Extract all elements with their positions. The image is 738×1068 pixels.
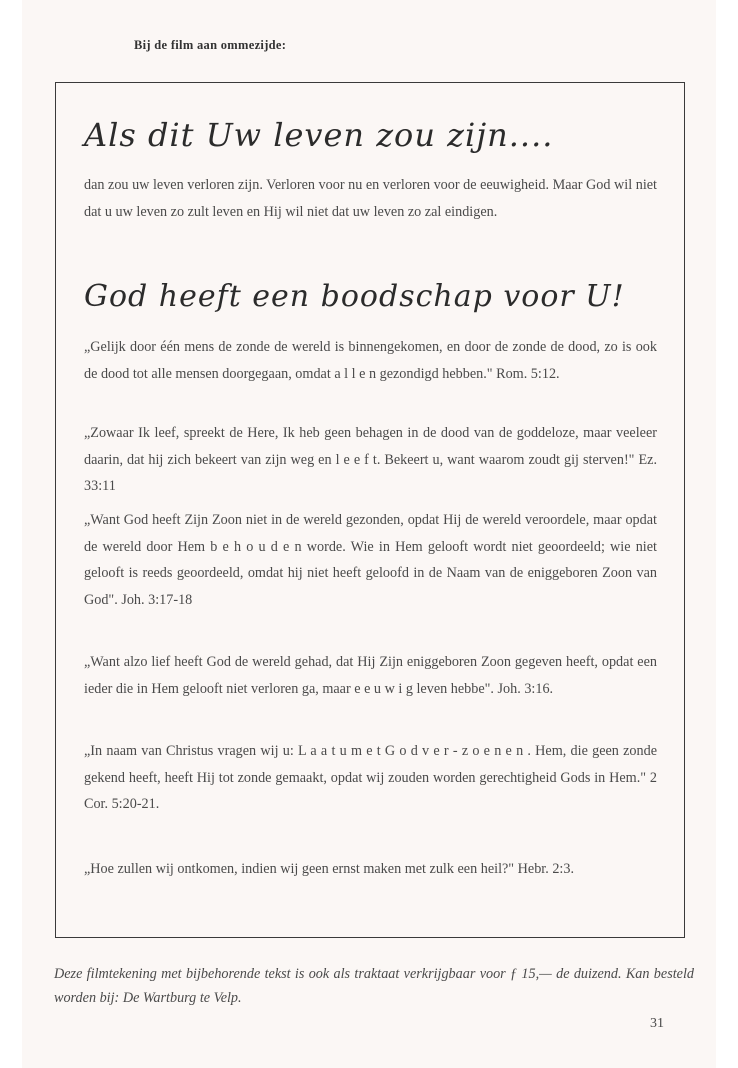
verse-rom-5-12: „Gelijk door één mens de zonde de wereld is binnengekomen, en door de zonde de dood, zo is ook de dood tot alle mensen doorgegaan, omdat a l l e n gezondigd hebben." Rom. 5:12. bbox=[84, 339, 657, 382]
intro-paragraph: dan zou uw leven verloren zijn. Verloren voor nu en verloren voor de eeuwigheid. Maar God wil niet dat u uw leven zo zult leven en Hij wil niet dat uw leven zo zal eindigen. bbox=[84, 177, 657, 220]
footnote: Deze filmtekening met bijbehorende tekst is ook als traktaat verkrijgbaar voor ƒ 15,— de duizend. Kan besteld worden bij: De Wartburg te Velp. bbox=[54, 966, 694, 1006]
verse-2cor-5-20: „In naam van Christus vragen wij u: L a a t u m e t G o d v e r - z o e n e n . Hem, die geen zonde gekend heeft, heeft Hij tot zonde gemaakt, opdat wij zouden worden gerechtigheid Gods in Hem." 2 Cor. 5:20-21. bbox=[84, 743, 657, 812]
page-number: 31 bbox=[650, 1016, 664, 1031]
headline-2: God heeft een boodschap voor U! bbox=[84, 279, 625, 314]
page-header: Bij de film aan ommezijde: bbox=[134, 38, 287, 52]
verse-joh-3-16: „Want alzo lief heeft God de wereld gehad, dat Hij Zijn eniggeboren Zoon gegeven heeft, opdat een ieder die in Hem gelooft niet verloren ga, maar e e u w i g leven hebbe". Joh. 3:16. bbox=[84, 654, 657, 697]
verse-joh-3-17: „Want God heeft Zijn Zoon niet in de wereld gezonden, opdat Hij de wereld veroordele, maar opdat de wereld door Hem b e h o u d e n worde. Wie in Hem gelooft wordt niet geoordeeld; wie niet gelooft is reeds geoordeeld, omdat hij niet heeft geloofd in de Naam van de eniggeboren Zoon van God". Joh. 3:17-18 bbox=[84, 512, 657, 608]
headline-1: Als dit Uw leven zou zijn.... bbox=[84, 116, 554, 154]
verse-ez-33-11: „Zowaar Ik leef, spreekt de Here, Ik heb geen behagen in de dood van de goddeloze, maar veeleer daarin, dat hij zich bekeert van zijn weg en l e e f t. Bekeert u, want waarom zoudt gij sterven!" Ez. 33:11 bbox=[84, 425, 657, 494]
page bbox=[22, 0, 716, 1068]
verse-hebr-2-3: „Hoe zullen wij ontkomen, indien wij geen ernst maken met zulk een heil?" Hebr. 2:3. bbox=[84, 861, 574, 877]
